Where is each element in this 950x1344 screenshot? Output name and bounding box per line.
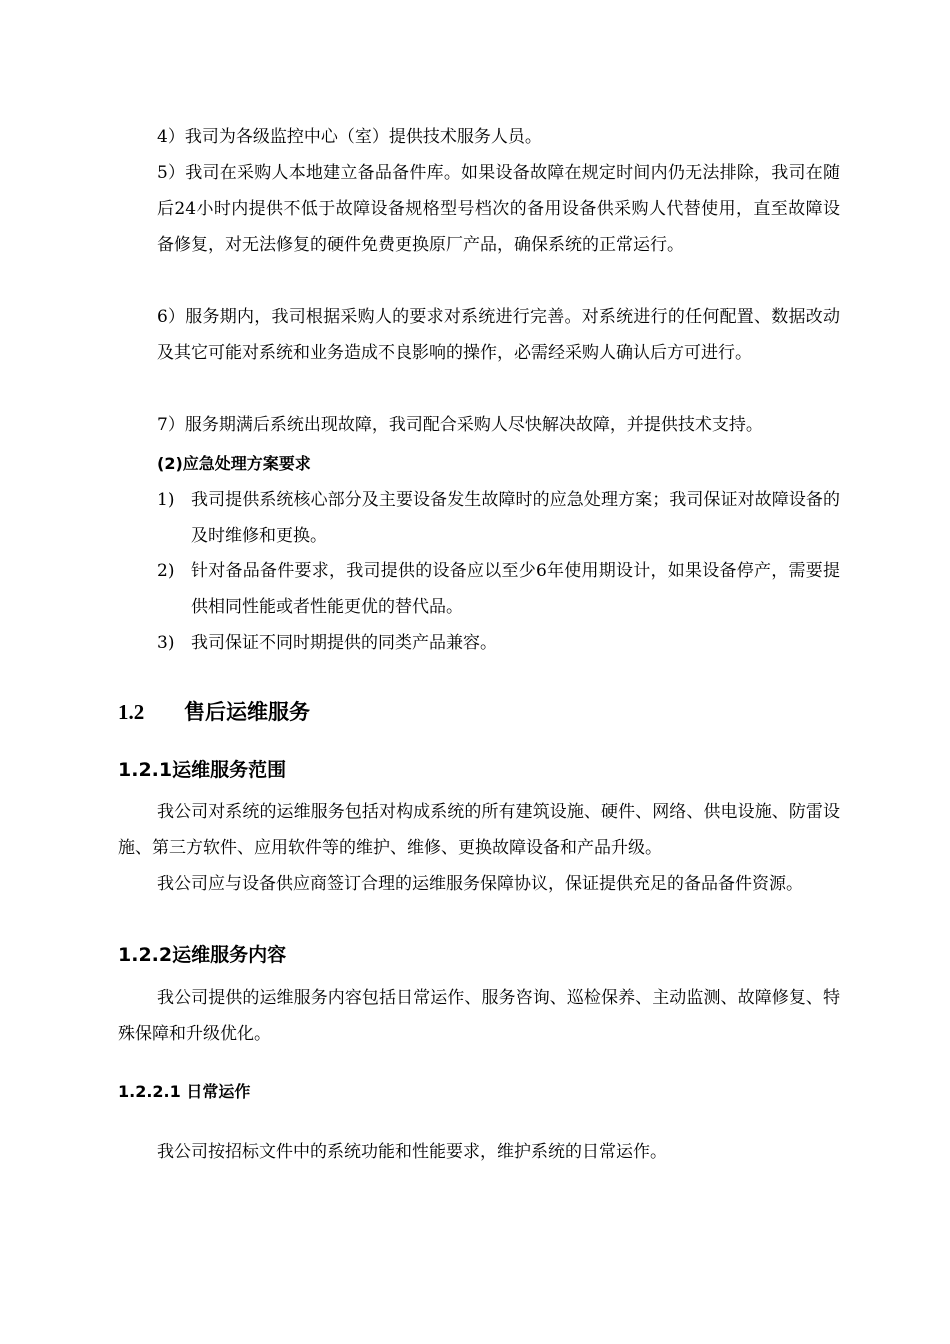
emergency-item-1-text: 我司提供系统核心部分及主要设备发生故障时的应急处理方案；我司保证对故障设备的及时维修和更换。 <box>191 490 840 546</box>
section-1-2-2-1-paragraph-1: 我公司按招标文件中的系统功能和性能要求，维护系统的日常运作。 <box>157 1142 667 1162</box>
emergency-item-2-number: 2) <box>157 561 175 581</box>
list-item-5: 5）我司在采购人本地建立备品备件库。如果设备故障在规定时间内仍无法排除，我司在随后24小时内提供不低于故障设备规格型号档次的备用设备供采购人代替使用，直至故障设备修复，对无法修复的硬件免费更换原厂产品，确保系统的正常运行。 <box>157 163 840 255</box>
section-1-2-2-paragraph-1: 我公司提供的运维服务内容包括日常运作、服务咨询、巡检保养、主动监测、故障修复、特殊保障和升级优化。 <box>118 988 840 1044</box>
section-1-2-1-paragraph-2: 我公司应与设备供应商签订合理的运维服务保障协议，保证提供充足的备品备件资源。 <box>157 874 803 894</box>
section-heading-1-2-2: 1.2.2运维服务内容 <box>118 944 287 966</box>
section-1-2-1-paragraph-1: 我公司对系统的运维服务包括对构成系统的所有建筑设施、硬件、网络、供电设施、防雷设施、第三方软件、应用软件等的维护、维修、更换故障设备和产品升级。 <box>118 802 840 858</box>
emergency-item-3-text: 我司保证不同时期提供的同类产品兼容。 <box>191 633 497 653</box>
section-heading-1-2-2-1: 1.2.2.1 日常运作 <box>118 1082 251 1101</box>
emergency-item-1-number: 1) <box>157 490 175 510</box>
emergency-item-3-number: 3) <box>157 633 175 653</box>
list-item-7: 7）服务期满后系统出现故障，我司配合采购人尽快解决故障，并提供技术支持。 <box>157 415 763 435</box>
section-number: 1.2 <box>118 700 145 724</box>
emergency-item-2-text: 针对备品备件要求，我司提供的设备应以至少6年使用期设计，如果设备停产，需要提供相同性能或者性能更优的替代品。 <box>191 561 840 617</box>
emergency-heading: (2)应急处理方案要求 <box>157 454 311 473</box>
section-heading-1-2-1: 1.2.1运维服务范围 <box>118 759 287 781</box>
section-heading-1-2 <box>118 698 310 726</box>
list-item-6: 6）服务期内，我司根据采购人的要求对系统进行完善。对系统进行的任何配置、数据改动及其它可能对系统和业务造成不良影响的操作，必需经采购人确认后方可进行。 <box>157 307 840 363</box>
list-item-4: 4）我司为各级监控中心（室）提供技术服务人员。 <box>157 127 542 147</box>
section-title: 售后运维服务 <box>184 700 310 724</box>
